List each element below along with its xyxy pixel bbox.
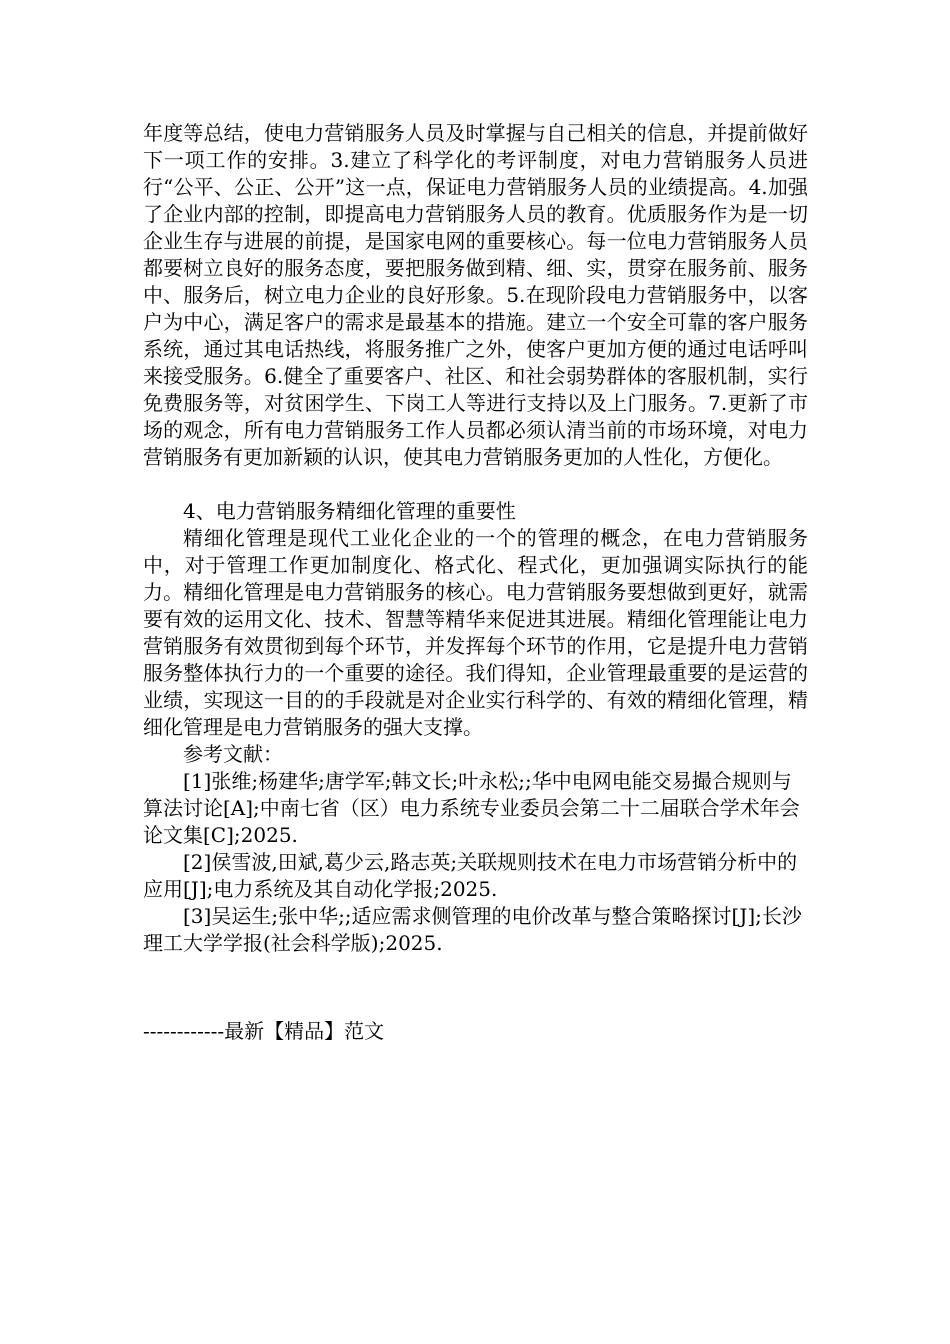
reference-item-2: [2]侯雪波,田斌,葛少云,路志英;关联规则技术在电力市场营销分析中的应用[J];电力系统及其自动化学报;2025.	[143, 850, 798, 901]
document-body	[143, 120, 808, 957]
body-paragraph-1: 年度等总结，使电力营销服务人员及时掌握与自己相关的信息，并提前做好下一项工作的安排。3.建立了科学化的考评制度，对电力营销服务人员进行“公平、公正、公开”这一点，保证电力营销服务人员的业绩提高。4.加强了企业内部的控制，即提高电力营销服务人员的教育。优质服务作为是一切企业生存与进展的前提，是国家电网的重要核心。每一位电力营销服务人员都要树立良好的服务态度，要把服务做到精、细、实，贯穿在服务前、服务中、服务后，树立电力企业的良好形象。5.在现阶段电力营销服务中，以客户为中心，满足客户的需求是最基本的措施。建立一个安全可靠的客户服务系统，通过其电话热线，将服务推广之外，使客户更加方便的通过电话呼叫来接受服务。6.健全了重要客户、社区、和社会弱势群体的客服机制，实行免费服务等，对贫困学生、下岗工人等进行支持以及上门服务。7.更新了市场的观念，所有电力营销服务工作人员都必须认清当前的市场环境，对电力营销服务有更加新颖的认识，使其电力营销服务更加的人性化，方便化。	[143, 121, 808, 469]
body-paragraph-2: 精细化管理是现代工业化企业的一个的管理的概念，在电力营销服务中，对于管理工作更加制度化、格式化、程式化，更加强调实际执行的能力。精细化管理是电力营销服务的核心。电力营销服务要想做到更好，就需要有效的运用文化、技术、智慧等精华来促进其进展。精细化管理能让电力营销服务有效贯彻到每个环节，并发挥每个环节的作用，它是提升电力营销服务整体执行力的一个重要的途径。我们得知，企业管理最重要的是运营的业绩，实现这一目的的手段就是对企业实行科学的、有效的精细化管理，精细化管理是电力营销服务的强大支撑。	[143, 526, 808, 739]
footer-text: ------------最新【精品】范文	[143, 1019, 385, 1043]
reference-item-1: [1]张维;杨建华;唐学军;韩文长;叶永松;;华中电网电能交易撮合规则与算法讨论[A];中南七省（区）电力系统专业委员会第二十二届联合学术年会论文集[C];2025.	[143, 769, 800, 847]
reference-item-3: [3]吴运生;张中华;;适应需求侧管理的电价改革与整合策略探讨[J];长沙理工大学学报(社会科学版);2025.	[143, 904, 802, 955]
section-heading: 4、电力营销服务精细化管理的重要性	[183, 499, 516, 523]
paragraph-spacer	[143, 471, 808, 498]
references-heading: 参考文献：	[183, 742, 283, 766]
